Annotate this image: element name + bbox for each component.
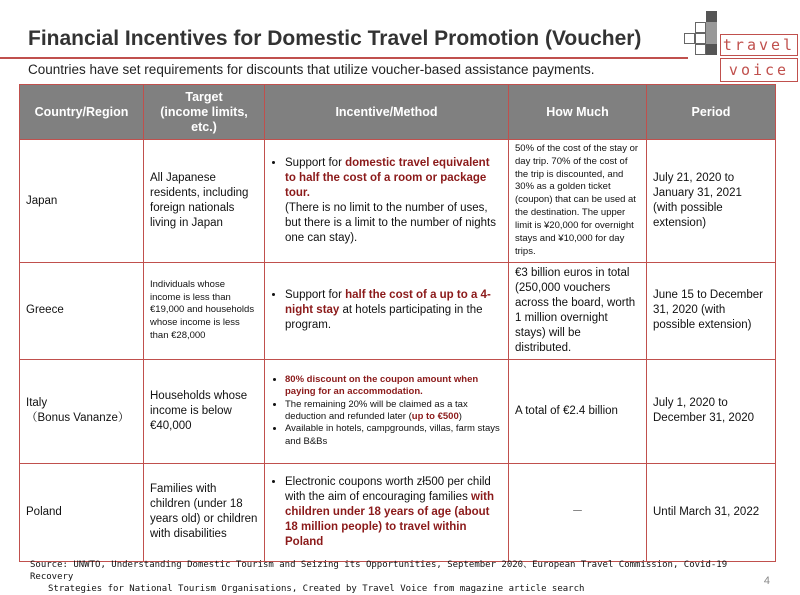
cell-target: Individuals whose income is less than €19,000 and households whose income is less than €28,000: [144, 263, 265, 360]
table-row: [20, 463, 776, 561]
page-number: 4: [763, 575, 770, 587]
column-header: Target (income limits, etc.): [144, 85, 265, 140]
logo-text-travel: travel: [720, 34, 798, 56]
incentive-text: at hotels participating in the program.: [285, 304, 483, 332]
incentive-text: Support for: [285, 157, 346, 170]
cell-period: June 15 to December 31, 2020 (with possible extension): [647, 263, 776, 360]
cell-period: Until March 31, 2022: [647, 463, 776, 561]
cell-incentive: [265, 140, 509, 263]
cell-how-much: A total of €2.4 billion: [509, 359, 647, 463]
incentive-item: [285, 423, 502, 448]
source-line: Strategies for National Tourism Organisations, Created by Travel Voice from magazine article search: [48, 584, 585, 595]
cell-incentive: [265, 359, 509, 463]
logo-square: [706, 44, 717, 55]
highlight-text: domestic travel equivalent to half the cost of a room or package tour.: [285, 157, 490, 200]
title-divider: [0, 57, 688, 59]
highlight-text: up to €500: [411, 411, 459, 423]
logo-square: [684, 33, 695, 44]
highlight-text: 80% discount on the coupon amount when paying for an accommodation.: [285, 374, 479, 398]
incentive-item: [285, 374, 502, 399]
table-row: [20, 263, 776, 360]
incentives-table: [19, 84, 776, 562]
page-title: Financial Incentives for Domestic Travel Promotion (Voucher): [28, 27, 642, 50]
logo-square: [706, 33, 717, 44]
incentive-text: Electronic coupons worth zł500 per child with the aim of encouraging families: [285, 475, 491, 503]
incentive-item: [285, 156, 502, 246]
incentive-item: [285, 288, 502, 333]
table-row: [20, 140, 776, 263]
travel-voice-logo: [683, 8, 800, 88]
incentive-text: The remaining 20% will be claimed as a tax deduction and refunded later (: [285, 398, 468, 423]
cell-country: Greece: [20, 263, 144, 360]
incentive-text: Support for: [285, 289, 346, 302]
cell-incentive: [265, 263, 509, 360]
column-header: Country/Region: [20, 85, 144, 140]
highlight-text: half the cost of a up to a 4-night stay: [285, 289, 491, 317]
cell-target: Households whose income is below €40,000: [144, 359, 265, 463]
cell-target: All Japanese residents, including foreign nationals living in Japan: [144, 140, 265, 263]
cell-country: Japan: [20, 140, 144, 263]
cell-how-much: €3 billion euros in total (250,000 vouchers across the board, worth 1 million overnight stays) will be distributed.: [509, 263, 647, 360]
incentive-text: (There is no limit to the number of uses, but there is a limit to the number of nights one can stay).: [285, 202, 496, 244]
cell-how-much: 50% of the cost of the stay or day trip. 70% of the cost of the trip is discounted, and 30% as a golden ticket (coupon) that can be used at the destination. The upper limit is ¥20,000 for overnight stays and ¥10,000 for day trips.: [509, 140, 647, 263]
logo-square: [695, 44, 706, 55]
page-subtitle: Countries have set requirements for discounts that utilize voucher-based assistance payments.: [28, 62, 595, 77]
incentive-text: ): [458, 411, 462, 423]
source-line: Source: UNWTO, Understanding Domestic Tourism and Seizing its Opportunities, September 2020、European Travel Commission, Covid-19 Recovery: [30, 560, 728, 583]
logo-square: [706, 22, 717, 33]
cell-target: Families with children (under 18 years old) or children with disabilities: [144, 463, 265, 561]
incentive-list: [271, 156, 502, 246]
logo-square: [695, 33, 706, 44]
incentive-text: Available in hotels, campgrounds, villas, farm stays and B&Bs: [285, 423, 500, 447]
cell-country: Poland: [20, 463, 144, 561]
table-header-row: [20, 85, 776, 140]
table-row: [20, 359, 776, 463]
incentive-list: [271, 288, 502, 333]
incentive-item: [285, 475, 502, 550]
incentive-list: [271, 374, 502, 448]
column-header: How Much: [509, 85, 647, 140]
logo-square: [706, 11, 717, 22]
logo-text-voice: voice: [720, 58, 798, 82]
column-header: Period: [647, 85, 776, 140]
column-header: Incentive/Method: [265, 85, 509, 140]
cell-how-much: －: [509, 463, 647, 561]
cell-period: July 1, 2020 to December 31, 2020: [647, 359, 776, 463]
cell-country: Italy （Bonus Vananze）: [20, 359, 144, 463]
incentive-list: [271, 475, 502, 550]
highlight-text: with children under 18 years of age (about 18 million people) to travel within Poland: [285, 490, 495, 548]
incentive-item: [285, 399, 502, 424]
cell-incentive: [265, 463, 509, 561]
cell-period: July 21, 2020 to January 31, 2021 (with possible extension): [647, 140, 776, 263]
source-note: [30, 559, 775, 595]
logo-square: [695, 22, 706, 33]
